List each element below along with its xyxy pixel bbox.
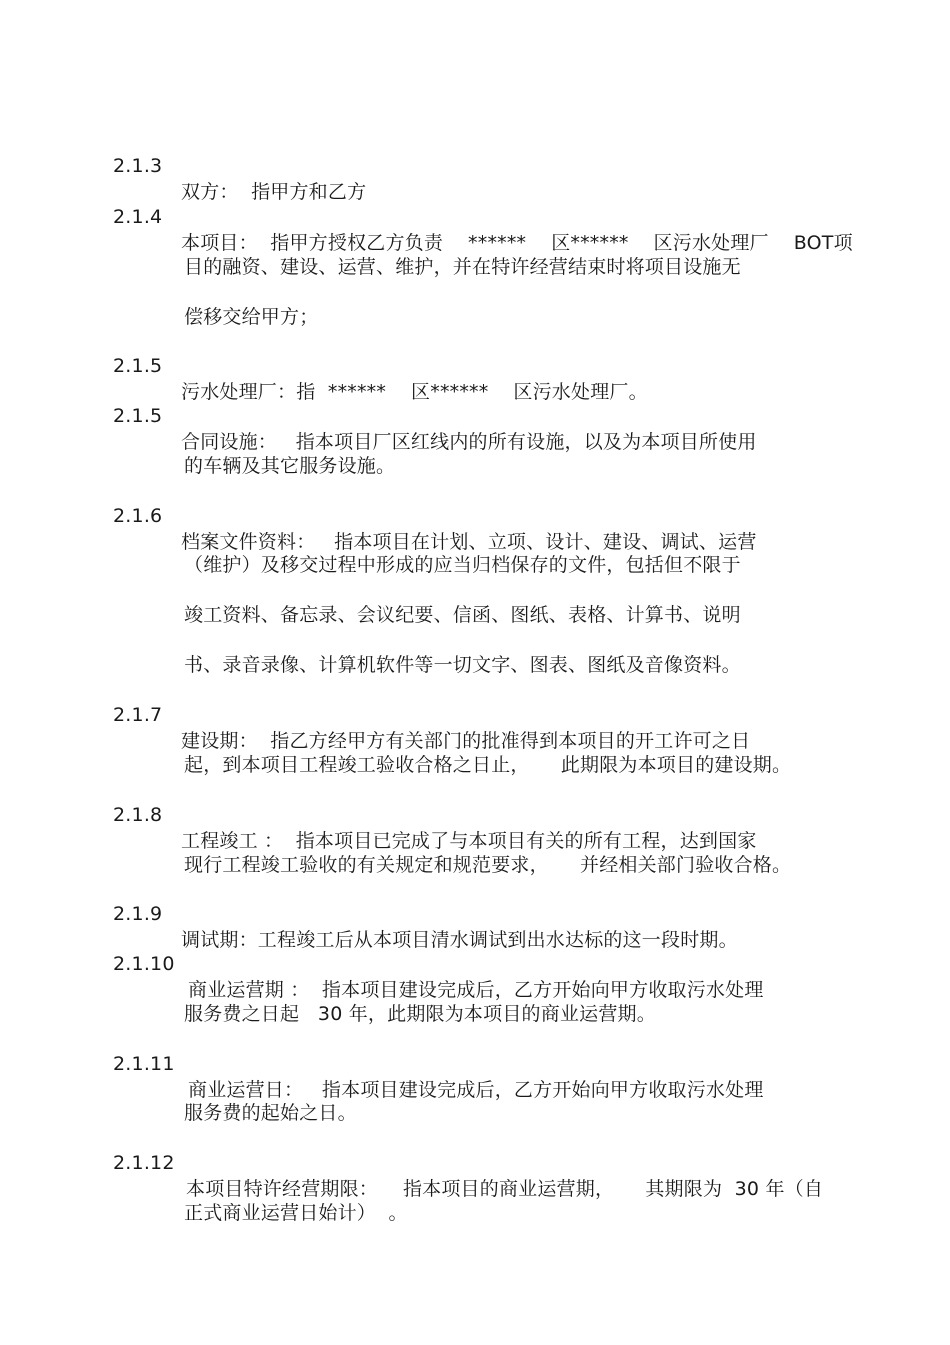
clause-number: 2.1.4 (113, 206, 163, 228)
clause-text: 服务费之日起 30 年，此期限为本项目的商业运营期。 (184, 1003, 656, 1025)
clause-text: 竣工资料、备忘录、会议纪要、信函、图纸、表格、计算书、说明 (184, 604, 741, 626)
clause-text: 合同设施： 指本项目厂区红线内的所有设施，以及为本项目所使用 (181, 431, 757, 453)
clause-text: 正式商业运营日始计） 。 (184, 1202, 408, 1224)
clause-text: 建设期： 指乙方经甲方有关部门的批准得到本项目的开工许可之日 (181, 730, 751, 752)
clause-text: 书、录音录像、计算机软件等一切文字、图表、图纸及音像资料。 (184, 654, 741, 676)
clause-text: 商业运营日： 指本项目建设完成后，乙方开始向甲方收取污水处理 (188, 1079, 764, 1101)
clause-number: 2.1.6 (113, 505, 163, 527)
clause-text: 的车辆及其它服务设施。 (184, 455, 396, 477)
clause-text: 现行工程竣工验收的有关规定和规范要求， 并经相关部门验收合格。 (184, 854, 792, 876)
clause-text: 本项目： 指甲方授权乙方负责 ****** 区****** 区污水处理厂 BOT项 (181, 232, 853, 254)
clause-number: 2.1.3 (113, 155, 163, 177)
clause-continuation (0, 1174, 950, 1252)
clause-number: 2.1.5 (113, 355, 163, 377)
clause-text: 服务费的起始之日。 (184, 1102, 357, 1124)
clause-text: 本项目特许经营期限： 指本项目的商业运营期， 其期限为 30 年（自 (186, 1178, 824, 1200)
clause-text: 污水处理厂：指 ****** 区****** 区污水处理厂。 (181, 381, 648, 403)
clause-text: 双方： 指甲方和乙方 (181, 181, 367, 203)
clause-text: 目的融资、建设、运营、维护，并在特许经营结束时将项目设施无 (184, 256, 741, 278)
clause-number: 2.1.9 (113, 903, 163, 925)
clause-number: 2.1.10 (113, 953, 175, 975)
clause-text: 商业运营期 ： 指本项目建设完成后，乙方开始向甲方收取污水处理 (188, 979, 764, 1001)
clause-number: 2.1.7 (113, 704, 163, 726)
clause-number: 2.1.5 (113, 405, 163, 427)
clause-number: 2.1.12 (113, 1152, 175, 1174)
clause-number: 2.1.8 (113, 804, 163, 826)
clause-text: 工程竣工 ： 指本项目已完成了与本项目有关的所有工程，达到国家 (181, 830, 757, 852)
clause-number: 2.1.11 (113, 1053, 175, 1075)
clause-text: 档案文件资料： 指本项目在计划、立项、设计、建设、调试、运营 (181, 531, 757, 553)
clause-text: 偿移交给甲方； (184, 306, 319, 328)
clause-text: （维护）及移交过程中形成的应当归档保存的文件，包括但不限于 (184, 554, 741, 576)
clause-text: 调试期：工程竣工后从本项目清水调试到出水达标的这一段时期。 (181, 929, 738, 951)
clause-text: 起，到本项目工程竣工验收合格之日止， 此期限为本项目的建设期。 (184, 754, 792, 776)
